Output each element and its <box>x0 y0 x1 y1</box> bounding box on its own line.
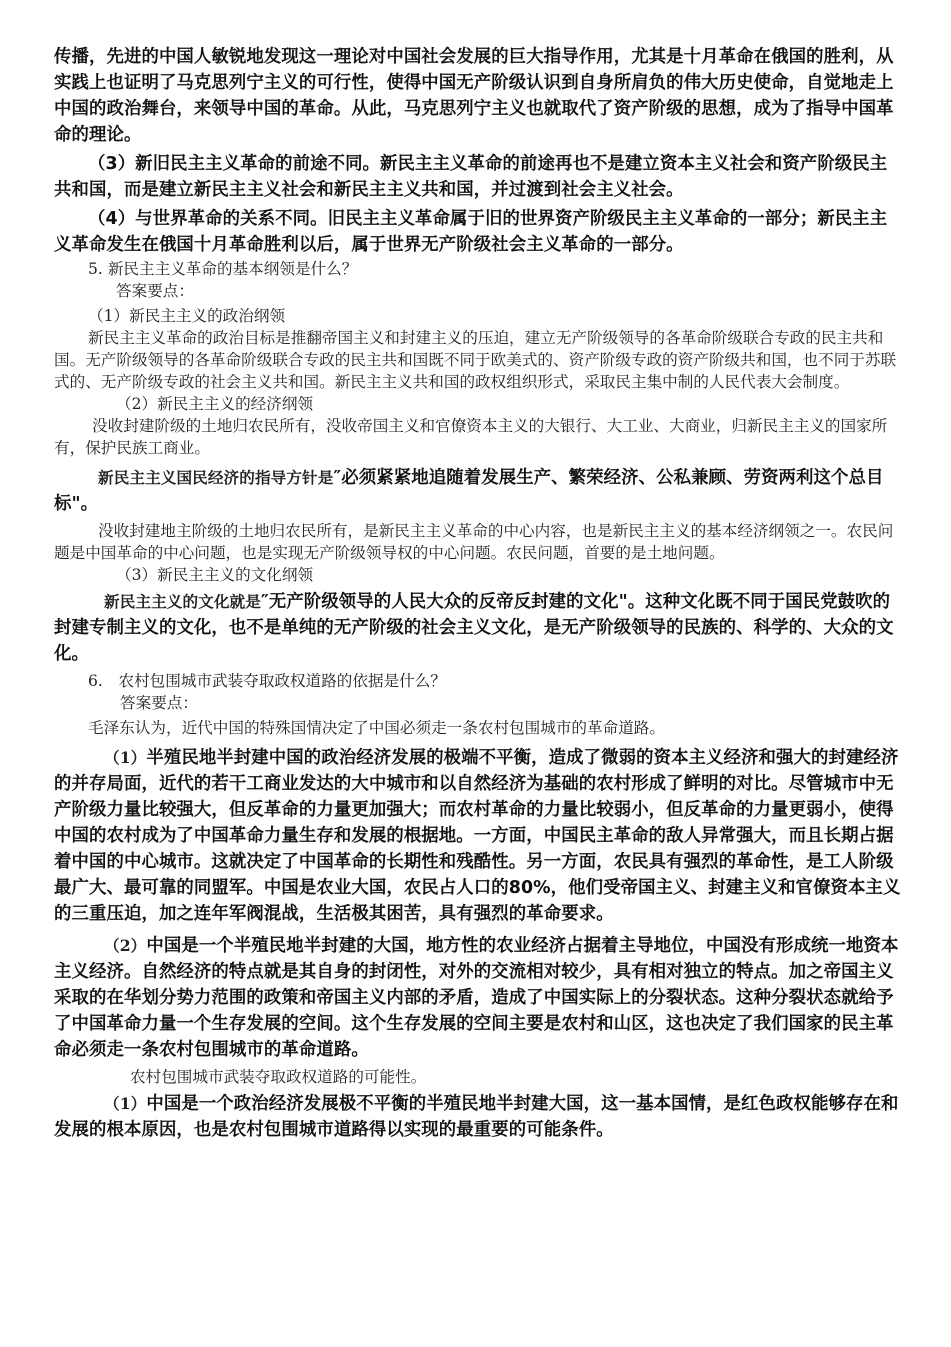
document-page <box>54 44 904 1143</box>
culture-lead: 新民主主义的文化就是 <box>104 592 261 611</box>
paragraph-point-3-prospects: （3）新旧民主主义革命的前途不同。新民主主义革命的前途再也不是建立资本主义社会和资产阶级民主共和国，而是建立新民主主义社会和新民主主义共和国，并过渡到社会主义社会。 <box>54 154 888 200</box>
paragraph-confiscation: 没收封建阶级的土地归农民所有，没收帝国主义和官僚资本主义的大银行、大工业、大商业，归新民主主义的国家所有，保护民族工商业。 <box>54 417 888 457</box>
paragraph-mao-view: 毛泽东认为，近代中国的特殊国情决定了中国必须走一条农村包围城市的革命道路。 <box>88 719 665 737</box>
basis-2-text: 中国是一个半殖民地半封建的大国，地方性的农业经济占据着主导地位，中国没有形成统一地资本主义经济。自然经济的特点就是其自身的封闭性，对外的交流相对较少，具有相对独立的特点。加之帝国主义采取的在华划分势力范围的政策和帝国主义内部的矛盾，造成了中国实际上的分裂状态。这种分裂状态就给予了中国革命力量一个生存发展的空间。这个生存发展的空间主要是农村和山区，这也决定了我们国家的民主革命必须走一条农村包围城市的革命道路。 <box>54 936 899 1060</box>
subheading-text: （1）新民主主义的政治纲领 <box>88 307 286 325</box>
subheading-political-program <box>54 305 904 327</box>
question-6-heading: 6. 农村包围城市武装夺取政权道路的依据是什么？ <box>88 672 446 690</box>
paragraph-land-problem: 没收封建地主阶级的土地归农民所有，是新民主主义革命的中心内容，也是新民主主义的基本经济纲领之一。农民问题是中国革命的中心问题，也是实现无产阶级领导权的中心问题。农民问题，首要的是土地问题。 <box>54 522 894 562</box>
paragraph-political-goal: 新民主主义革命的政治目标是推翻帝国主义和封建主义的压迫，建立无产阶级领导的各革命阶级联合专政的民主共和国。无产阶级领导的各革命阶级联合专政的民主共和国既不同于欧美式的、资产阶级专政的资产阶级共和国，也不同于苏联式的、无产阶级专政的社会主义共和国。新民主主义共和国的政权组织形式，采取民主集中制的人民代表大会制度。 <box>54 329 897 391</box>
guideline-quote: ″必须紧紧地追随着发展生产、繁荣经济、公私兼顾、劳资两利这个总目标"。 <box>54 468 884 514</box>
possibility-1-text: 中国是一个政治经济发展极不平衡的半殖民地半封建大国，这一基本国情，是红色政权能够存在和发展的根本原因，也是农村包围城市道路得以实现的最重要的可能条件。 <box>54 1094 899 1140</box>
paragraph-culture <box>54 589 904 667</box>
paragraph-basis-2 <box>54 933 904 1063</box>
basis-1-number: （1） <box>104 748 147 767</box>
paragraph-possibility-heading: 农村包围城市武装夺取政权道路的可能性。 <box>130 1068 427 1086</box>
answer-label: 答案要点： <box>116 282 194 300</box>
paragraph-economic-guideline <box>54 465 904 517</box>
paragraph-possibility-1 <box>54 1091 904 1143</box>
subheading-economic-program: （2）新民主主义的经济纲领 <box>116 395 314 413</box>
answer-label-2: 答案要点： <box>120 694 198 712</box>
paragraph-basis-1 <box>54 745 904 927</box>
subheading-cultural-program: （3）新民主主义的文化纲领 <box>116 566 314 584</box>
basis-1-text: 半殖民地半封建中国的政治经济发展的极端不平衡，造成了微弱的资本主义经济和强大的封建经济的并存局面，近代的若干工商业发达的大中城市和以自然经济为基础的农村形成了鲜明的对比。尽管城市中无产阶级力量比较强大，但反革命的力量更加强大；而农村革命的力量比较弱小，但反革命的力量更弱小，使得中国的农村成为了中国革命力量生存和发展的根据地。一方面，中国民主革命的敌人异常强大，而且长期占据着中国的中心城市。这就决定了中国革命的长期性和残酷性。另一方面，农民具有强烈的革命性，是工人阶级最广大、最可靠的同盟军。中国是农业大国，农民占人口的80%，他们受帝国主义、封建主义和官僚资本主义的三重压迫，加之连年军阀混战，生活极其困苦，具有强烈的革命要求。 <box>54 748 901 924</box>
culture-quote: ″无产阶级领导的人民大众的反帝反封建的文化"。这种文化既不同于国民党鼓吹的封建专制主义的文化，也不是单纯的无产阶级的社会主义文化，是无产阶级领导的民族的、科学的、大众的文化。 <box>54 592 894 664</box>
basis-2-number: （2） <box>104 936 147 955</box>
paragraph-marxism-guidance: 传播，先进的中国人敏锐地发现这一理论对中国社会发展的巨大指导作用，尤其是十月革命在俄国的胜利，从实践上也证明了马克思列宁主义的可行性，使得中国无产阶级认识到自身所肩负的伟大历史使命，自觉地走上中国的政治舞台，来领导中国的革命。从此，马克思列宁主义也就取代了资产阶级的思想，成为了指导中国革命的理论。 <box>54 47 894 145</box>
paragraph-point-4-world-revolution: （4）与世界革命的关系不同。旧民主主义革命属于旧的世界资产阶级民主主义革命的一部分；新民主主义革命发生在俄国十月革命胜利以后，属于世界无产阶级社会主义革命的一部分。 <box>54 209 888 255</box>
possibility-1-number: （1） <box>104 1094 147 1113</box>
question-5-heading: 5. 新民主主义革命的基本纲领是什么？ <box>88 260 358 278</box>
guideline-lead: 新民主主义国民经济的指导方针是 <box>98 468 334 487</box>
